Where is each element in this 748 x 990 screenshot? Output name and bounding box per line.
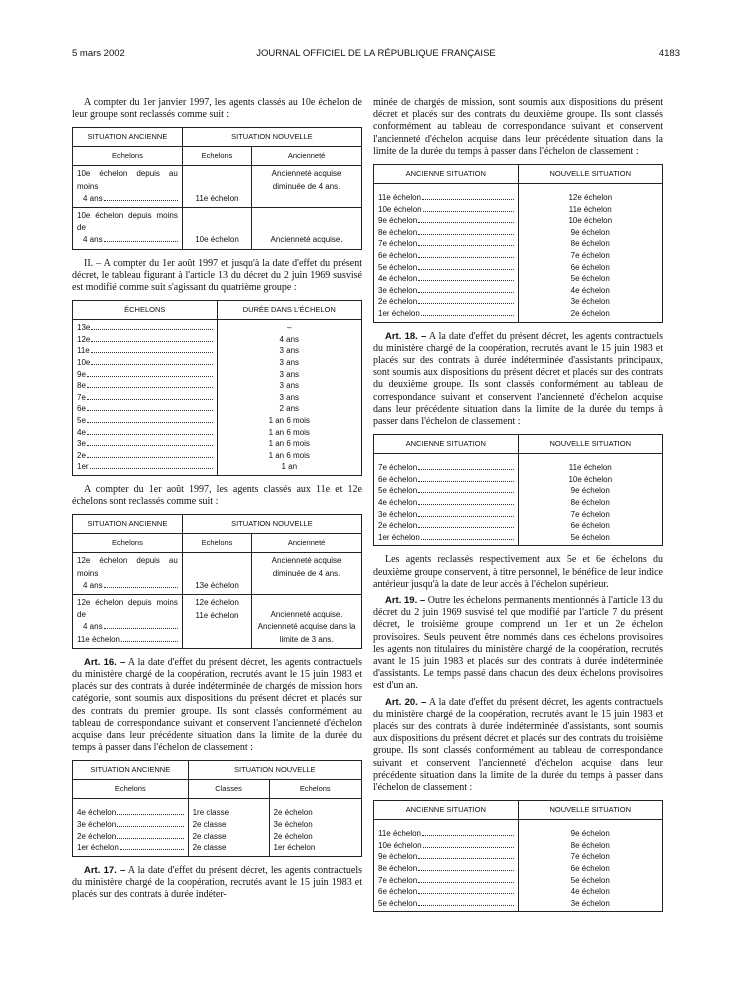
list-item [77,392,213,404]
list-item-value: 3 ans [279,369,300,379]
list-item [77,403,213,415]
list-item [378,863,514,875]
page-number: 4183 [658,48,680,59]
cell-text: 11e échelon [182,166,251,208]
list-item-value: 1 an 6 mois [268,427,310,437]
table-subheader: Ancienneté [252,534,362,553]
list-item-label: 4e échelon [378,497,418,507]
article-title: Art. 20. – [385,696,427,708]
list-item [378,898,514,910]
list-item-label: 1er [77,462,89,472]
correspondance-table-3 [373,800,663,912]
list-item-value: 6e échelon [570,521,610,531]
table-row [73,553,362,595]
list-item-value: 3e échelon [570,898,610,908]
list-item-value: 5e échelon [570,875,610,885]
list-item-value: 2e échelon [273,831,313,841]
list-item-value: 2e classe [192,820,227,829]
table-header: SITUATION ANCIENNE [73,515,183,534]
cell-text: Ancienneté acquise. [270,610,343,620]
list-item-label: 2e échelon [77,831,117,841]
table-subheader: Echelons [73,780,189,799]
list-item-value: 8e échelon [570,239,610,249]
table-header: SITUATION NOUVELLE [188,761,361,780]
table-subheader: Classes [188,780,269,799]
table-subheader: Echelons [73,147,183,166]
list-item-label: 6e [77,404,86,414]
list-item-label: 11e [77,346,90,356]
list-item-value: 4 ans [279,334,300,344]
list-item-value: 9e échelon [570,829,610,839]
table-row [73,594,362,648]
list-item-label: 10e échelon [378,840,422,850]
article-title: Art. 17. – [84,864,126,876]
list-item-label: 10e [77,358,91,368]
list-item-value: 2e échelon [273,808,313,818]
list-item-value: 2 ans [279,404,300,414]
list-item-value: 1 an 6 mois [268,415,310,425]
cell-text: Ancienneté acquise dans la limite de 3 ans. [257,622,356,644]
table-subheader: Echelons [269,780,362,799]
list-item-label: 3e échelon [378,509,418,519]
list-item-label: 4e échelon [77,808,117,818]
table-row [73,208,362,250]
list-item-value: 1 an 6 mois [268,439,310,449]
list-item-label: 9e échelon [378,852,418,862]
cell-text: 10e échelon depuis au moins [77,169,178,191]
list-item [77,461,213,473]
correspondance-table-1 [373,164,663,323]
table-header: ANCIENNE SITUATION [374,435,519,454]
list-item-label: 4e [77,427,86,437]
article-text: A la date d'effet du présent décret, les agents contractuels du ministère chargé de la coopération, recrutés avant le 15 juin 1983 et placés sur des contrats à durée indéter- [72,864,362,901]
list-item-value: 7e échelon [570,509,610,519]
list-item-value: 8e échelon [570,497,610,507]
correspondance-table-classes [72,760,362,856]
list-item-label: 1er échelon [77,843,119,853]
paragraph: A compter du 1er août 1997, les agents classés aux 11e et 12e échelons sont reclassés comme suit : [72,483,362,508]
list-item-label: 3e [77,439,86,449]
list-item [378,485,514,497]
table-subheader: Echelons [182,147,251,166]
list-item [378,532,514,544]
list-item-label: 8e [77,381,86,391]
echelon-new-list [274,801,358,853]
list-item [378,840,514,852]
classe-list [193,801,265,853]
list-item-label: 6e échelon [378,474,418,484]
list-item [77,831,184,843]
cell-text: 4 ans [83,580,103,590]
echelon-new-list [523,456,659,543]
list-item [378,474,514,486]
list-item-label: 3e échelon [77,820,117,829]
list-item-value: 3 ans [279,358,300,368]
list-item-label: 6e échelon [378,887,418,897]
table-header: ANCIENNE SITUATION [374,165,519,184]
cell-text: 4 ans [83,235,103,245]
list-item [378,308,514,320]
cell-text: 4 ans [83,193,103,203]
list-item [378,273,514,285]
table-row [73,166,362,208]
table-header: NOUVELLE SITUATION [518,801,663,820]
list-item-value: 4e échelon [570,887,610,897]
list-item-value: 7e échelon [570,250,610,260]
correspondance-table-2 [373,434,663,546]
article-title: Art. 18. – [385,330,427,342]
right-column [373,97,663,920]
cell-text: Ancienneté acquise diminuée de 4 ans. [252,553,362,595]
list-item [378,204,514,216]
duree-list [222,322,358,473]
list-item-value: 3e échelon [570,297,610,307]
cell-text: 10e échelon [182,208,251,250]
list-item-value: 11e échelon [568,463,612,473]
list-item [378,886,514,898]
echelon-list [378,822,514,909]
table-header: SITUATION NOUVELLE [182,515,361,534]
list-item-value: 7e échelon [570,852,610,862]
list-item [378,250,514,262]
list-item [77,427,213,439]
paragraph: Les agents reclassés respectivement aux 5e et 6e échelons du deuxième groupe conservent, à titre personnel, le bénéfice de leur indice antérieur jusqu'à la date de leur accès à l'échelon supérieur. [373,554,663,590]
list-item-label: 4e échelon [378,274,418,284]
list-item-label: 8e échelon [378,863,418,873]
list-item [77,415,213,427]
reclassement-table-1 [72,127,362,249]
table-header: ANCIENNE SITUATION [374,801,519,820]
list-item-value: 3 ans [279,381,300,391]
list-item-label: 2e échelon [378,297,418,307]
list-item-value: 10e échelon [568,474,613,484]
list-item [77,380,213,392]
table-header: SITUATION ANCIENNE [73,128,183,147]
echelon-list [378,186,514,320]
list-item [77,345,213,357]
list-item-label: 2e [77,450,86,460]
cell-text: 11e échelon [195,610,239,620]
journal-title: JOURNAL OFFICIEL DE LA RÉPUBLIQUE FRANÇAISE [256,48,496,59]
list-item-value: 2e classe [192,831,227,841]
article-text: A la date d'effet du présent décret, les agents contractuels du ministère chargé de la coopération, recrutés avant le 15 juin 1983 et placés sur des contrats à durée indéterminée de chargés de mission hors catégorie, sont soumis aux dispositions du présent décret et placés sur des contrats du premier groupe. Ils sont classés conformément au tableau de correspondance suivant et conservent l'ancienneté d'échelon acquise dans leur précédente situation dans la limite de la durée du temps à passer dans l'échelon de classement : [72,656,362,754]
list-item-value: 6e échelon [570,262,610,272]
cell-text: Ancienneté acquise diminuée de 4 ans. [252,166,362,208]
list-item-label: 5e échelon [378,262,418,272]
list-item-value: 1re classe [192,808,230,818]
list-item-value: 3e échelon [273,820,313,829]
list-item-value: 9e échelon [570,486,610,496]
table-header: NOUVELLE SITUATION [518,435,663,454]
echelon-list [378,456,514,543]
list-item-value: 5e échelon [570,274,610,284]
echelons-duree-table [72,300,362,476]
list-item-label: 1er échelon [378,532,420,542]
list-item [77,450,213,462]
left-column [72,97,362,905]
list-item-value: 12e échelon [568,193,613,203]
list-item-value: 1er échelon [273,843,316,853]
paragraph: II. – A compter du 1er août 1997 et jusqu'à la date d'effet du présent décret, le tableau figurant à l'article 13 du décret du 2 juin 1969 susvisé est modifié comme suit s'agissant du quatrième groupe : [72,257,362,294]
list-item [378,296,514,308]
article-title: Art. 19. – [385,594,426,606]
reclassement-table-2 [72,514,362,648]
list-item [77,842,184,854]
list-item-value: 6e échelon [570,863,610,873]
list-item-label: 7e [77,392,86,402]
list-item [378,509,514,521]
list-item-label: 11e échelon [378,829,421,839]
cell-text: 12e échelon depuis moins de [77,597,178,620]
list-item-label: 5e échelon [378,898,418,908]
list-item [77,807,184,819]
list-item [77,369,213,381]
table-header: SITUATION NOUVELLE [182,128,361,147]
list-item-value: 2e classe [192,843,227,853]
list-item-label: 5e [77,415,86,425]
list-item-value: 10e échelon [568,216,613,226]
header-date: 5 mars 2002 [72,48,125,59]
paragraph: A compter du 1er janvier 1997, les agents classés au 10e échelon de leur groupe sont reclassés comme suit : [72,97,362,121]
article-text: A la date d'effet du présent décret, les agents contractuels du ministère chargé de la coopération, recrutés avant le 15 juin 1983 et placés sur des contrats à durée indéterminée d'assistants principaux, sont soumis aux dispositions du présent décret et placés sur des contrats du deuxième groupe. Ils sont classés conformément au tableau de correspondance suivant et conservent l'ancienneté d'échelon acquise dans leur précédente situation dans la limite de la durée du temps à passer dans l'échelon de classement : [373,330,663,427]
list-item [378,875,514,887]
list-item-label: 5e échelon [378,486,418,496]
table-header: ÉCHELONS [73,301,218,320]
cell-text: 13e échelon [182,553,251,595]
echelon-list [77,801,184,853]
list-item [77,438,213,450]
cell-text: 12e échelon depuis au moins [77,556,178,578]
list-item [378,462,514,474]
table-subheader: Echelons [182,534,251,553]
article-title: Art. 16. – [84,656,126,668]
list-item-label: 13e [77,323,91,333]
cell-text: 11e échelon [77,634,120,644]
list-item-value: – [287,323,292,333]
article-text: A la date d'effet du présent décret, les agents contractuels du ministère chargé de la coopération, recrutés avant le 15 juin 1983 et placés sur des contrats à durée indéterminée d'assistants, sont soumis aux dispositions du présent décret et placés sur des contrats du troisième groupe. Ils sont classés conformément au tableau de correspondance suivant et conservent l'ancienneté d'échelon acquise dans leur précédente situation dans la limite de la durée du temps à passer dans l'échelon de classement : [373,696,663,793]
cell-text: 10e échelon depuis moins de [77,211,178,233]
list-item-label: 6e échelon [378,250,418,260]
table-header: SITUATION ANCIENNE [73,761,189,780]
list-item [378,520,514,532]
list-item [77,819,184,831]
table-header: DURÉE DANS L'ÉCHELON [217,301,362,320]
list-item-value: 4e échelon [570,285,610,295]
list-item-label: 3e échelon [378,285,418,295]
list-item-label: 12e [77,334,91,344]
list-item [378,262,514,274]
list-item-label: 7e échelon [378,239,418,249]
list-item-value: 3 ans [279,346,300,356]
list-item-value: 3 ans [279,392,300,402]
echelon-new-list [523,186,659,320]
list-item-value: 5e échelon [570,532,610,542]
article-text: Outre les échelons permanents mentionnés à l'article 13 du décret du 2 juin 1969 susvisé tel que modifié par l'article 7 du présent décret, le troisième groupe comprend un 1er et un 2e échelon provisoires. Seuls peuvent être nommés dans ces échelons provisoires les agents non titulaires du ministère chargé de la coopération, recrutés avant le 15 juin 1983 et placés sur des contrats à durée indéterminée d'assistants. Le temps passé dans chacun des deux échelons provisoires est d'un an. [373,594,663,692]
list-item-label: 1er échelon [378,308,420,318]
list-item-value: 11e échelon [568,204,612,214]
list-item-label: 7e échelon [378,463,418,473]
list-item-value: 8e échelon [570,840,610,850]
list-item-value: 1 an [281,462,298,472]
list-item [378,285,514,297]
list-item [378,238,514,250]
list-item [378,497,514,509]
paragraph: minée de chargés de mission, sont soumis aux dispositions du présent décret et placés sur des contrats du deuxième groupe. Ils sont classés conformément au tableau de correspondance suivant et conservent l'ancienneté d'échelon acquise dans leur précédente situation dans la limite de la durée du temps à passer dans l'échelon de classement : [373,97,663,157]
page-header [72,48,680,62]
list-item [77,357,213,369]
list-item-label: 8e échelon [378,227,418,237]
list-item [378,851,514,863]
table-header: NOUVELLE SITUATION [518,165,663,184]
list-item [77,322,213,334]
cell-text: 12e échelon [195,598,239,608]
list-item [378,828,514,840]
list-item-value: 2e échelon [570,308,610,318]
list-item-label: 7e échelon [378,875,418,885]
cell-text: Ancienneté acquise. [252,208,362,250]
cell-text: 4 ans [83,622,103,632]
list-item-label: 2e échelon [378,521,418,531]
list-item-label: 9e échelon [378,216,418,226]
list-item-label: 10e échelon [378,204,422,214]
list-item [378,215,514,227]
list-item-value: 1 an 6 mois [268,450,310,460]
table-subheader: Echelons [73,534,183,553]
list-item-value: 9e échelon [570,227,610,237]
list-item-label: 9e [77,369,86,379]
list-item-label: 11e échelon [378,193,421,203]
echelon-list [77,322,213,473]
list-item [77,334,213,346]
list-item [378,192,514,204]
echelon-new-list [523,822,659,909]
table-subheader: Ancienneté [252,147,362,166]
list-item [378,227,514,239]
